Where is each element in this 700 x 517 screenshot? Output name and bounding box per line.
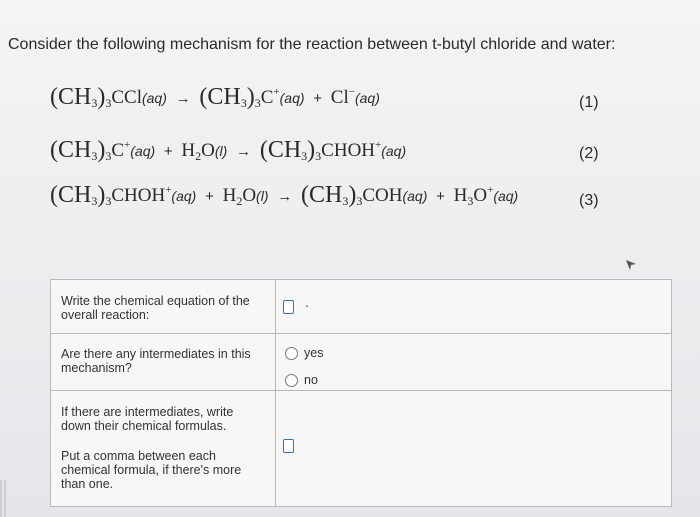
table-row — [51, 391, 672, 507]
reaction-2: $(CH_3)_3C^+(aq) + H_2O(l)$ → $(CH_3)_3CHOH^+(aq)$ — [50, 137, 407, 163]
intermediates-question: Are there any intermediates in this mechanism? — [61, 347, 251, 375]
question-cell — [51, 280, 276, 334]
answer-cell — [276, 334, 672, 391]
answer-cell — [276, 280, 672, 334]
table-row — [51, 280, 672, 334]
comma-instruction: Put a comma between each chemical formula, if there's more than one. — [61, 449, 242, 491]
intermediates-input[interactable] — [283, 439, 294, 453]
reaction-arrow: → — [175, 90, 191, 107]
option-yes[interactable] — [285, 346, 323, 360]
answer-cell — [276, 391, 672, 507]
overall-reaction-question: Write the chemical equation of the overall reaction: — [61, 294, 250, 322]
mouse-cursor-icon — [624, 258, 638, 272]
question-table — [50, 279, 672, 507]
reaction-arrow: → — [236, 143, 252, 160]
option-label: no — [304, 373, 318, 387]
yes-radio[interactable] — [285, 347, 298, 360]
reaction-number-1: (1) — [579, 94, 599, 111]
reaction-arrow: → — [277, 188, 293, 205]
window-edge — [0, 480, 8, 517]
option-label: yes — [304, 346, 324, 360]
question-cell — [51, 334, 276, 391]
overall-equation-input[interactable] — [283, 300, 294, 314]
reaction-3: $(CH_3)_3CHOH^+(aq) + H_2O(l) \to (CH_3)_3COH(aq) + H_3O^+(aq)$ — [50, 182, 519, 208]
reaction-number-2: (2) — [579, 145, 599, 162]
reaction-number-3: (3) — [579, 192, 599, 209]
question-prompt: Consider the following mechanism for the reaction between t-butyl chloride and water: — [8, 36, 616, 53]
table-row — [51, 334, 672, 391]
intermediates-formula-question: If there are intermediates, write down their chemical formulas. — [61, 405, 234, 433]
equation-end-dot: . — [305, 294, 309, 310]
option-no[interactable] — [285, 373, 318, 387]
question-cell — [51, 391, 276, 507]
reaction-1: $(CH_3)_3CCl(aq) \to (CH_3)_3C^+(aq) + Cl^-(aq)$ — [50, 84, 380, 110]
no-radio[interactable] — [285, 374, 298, 387]
